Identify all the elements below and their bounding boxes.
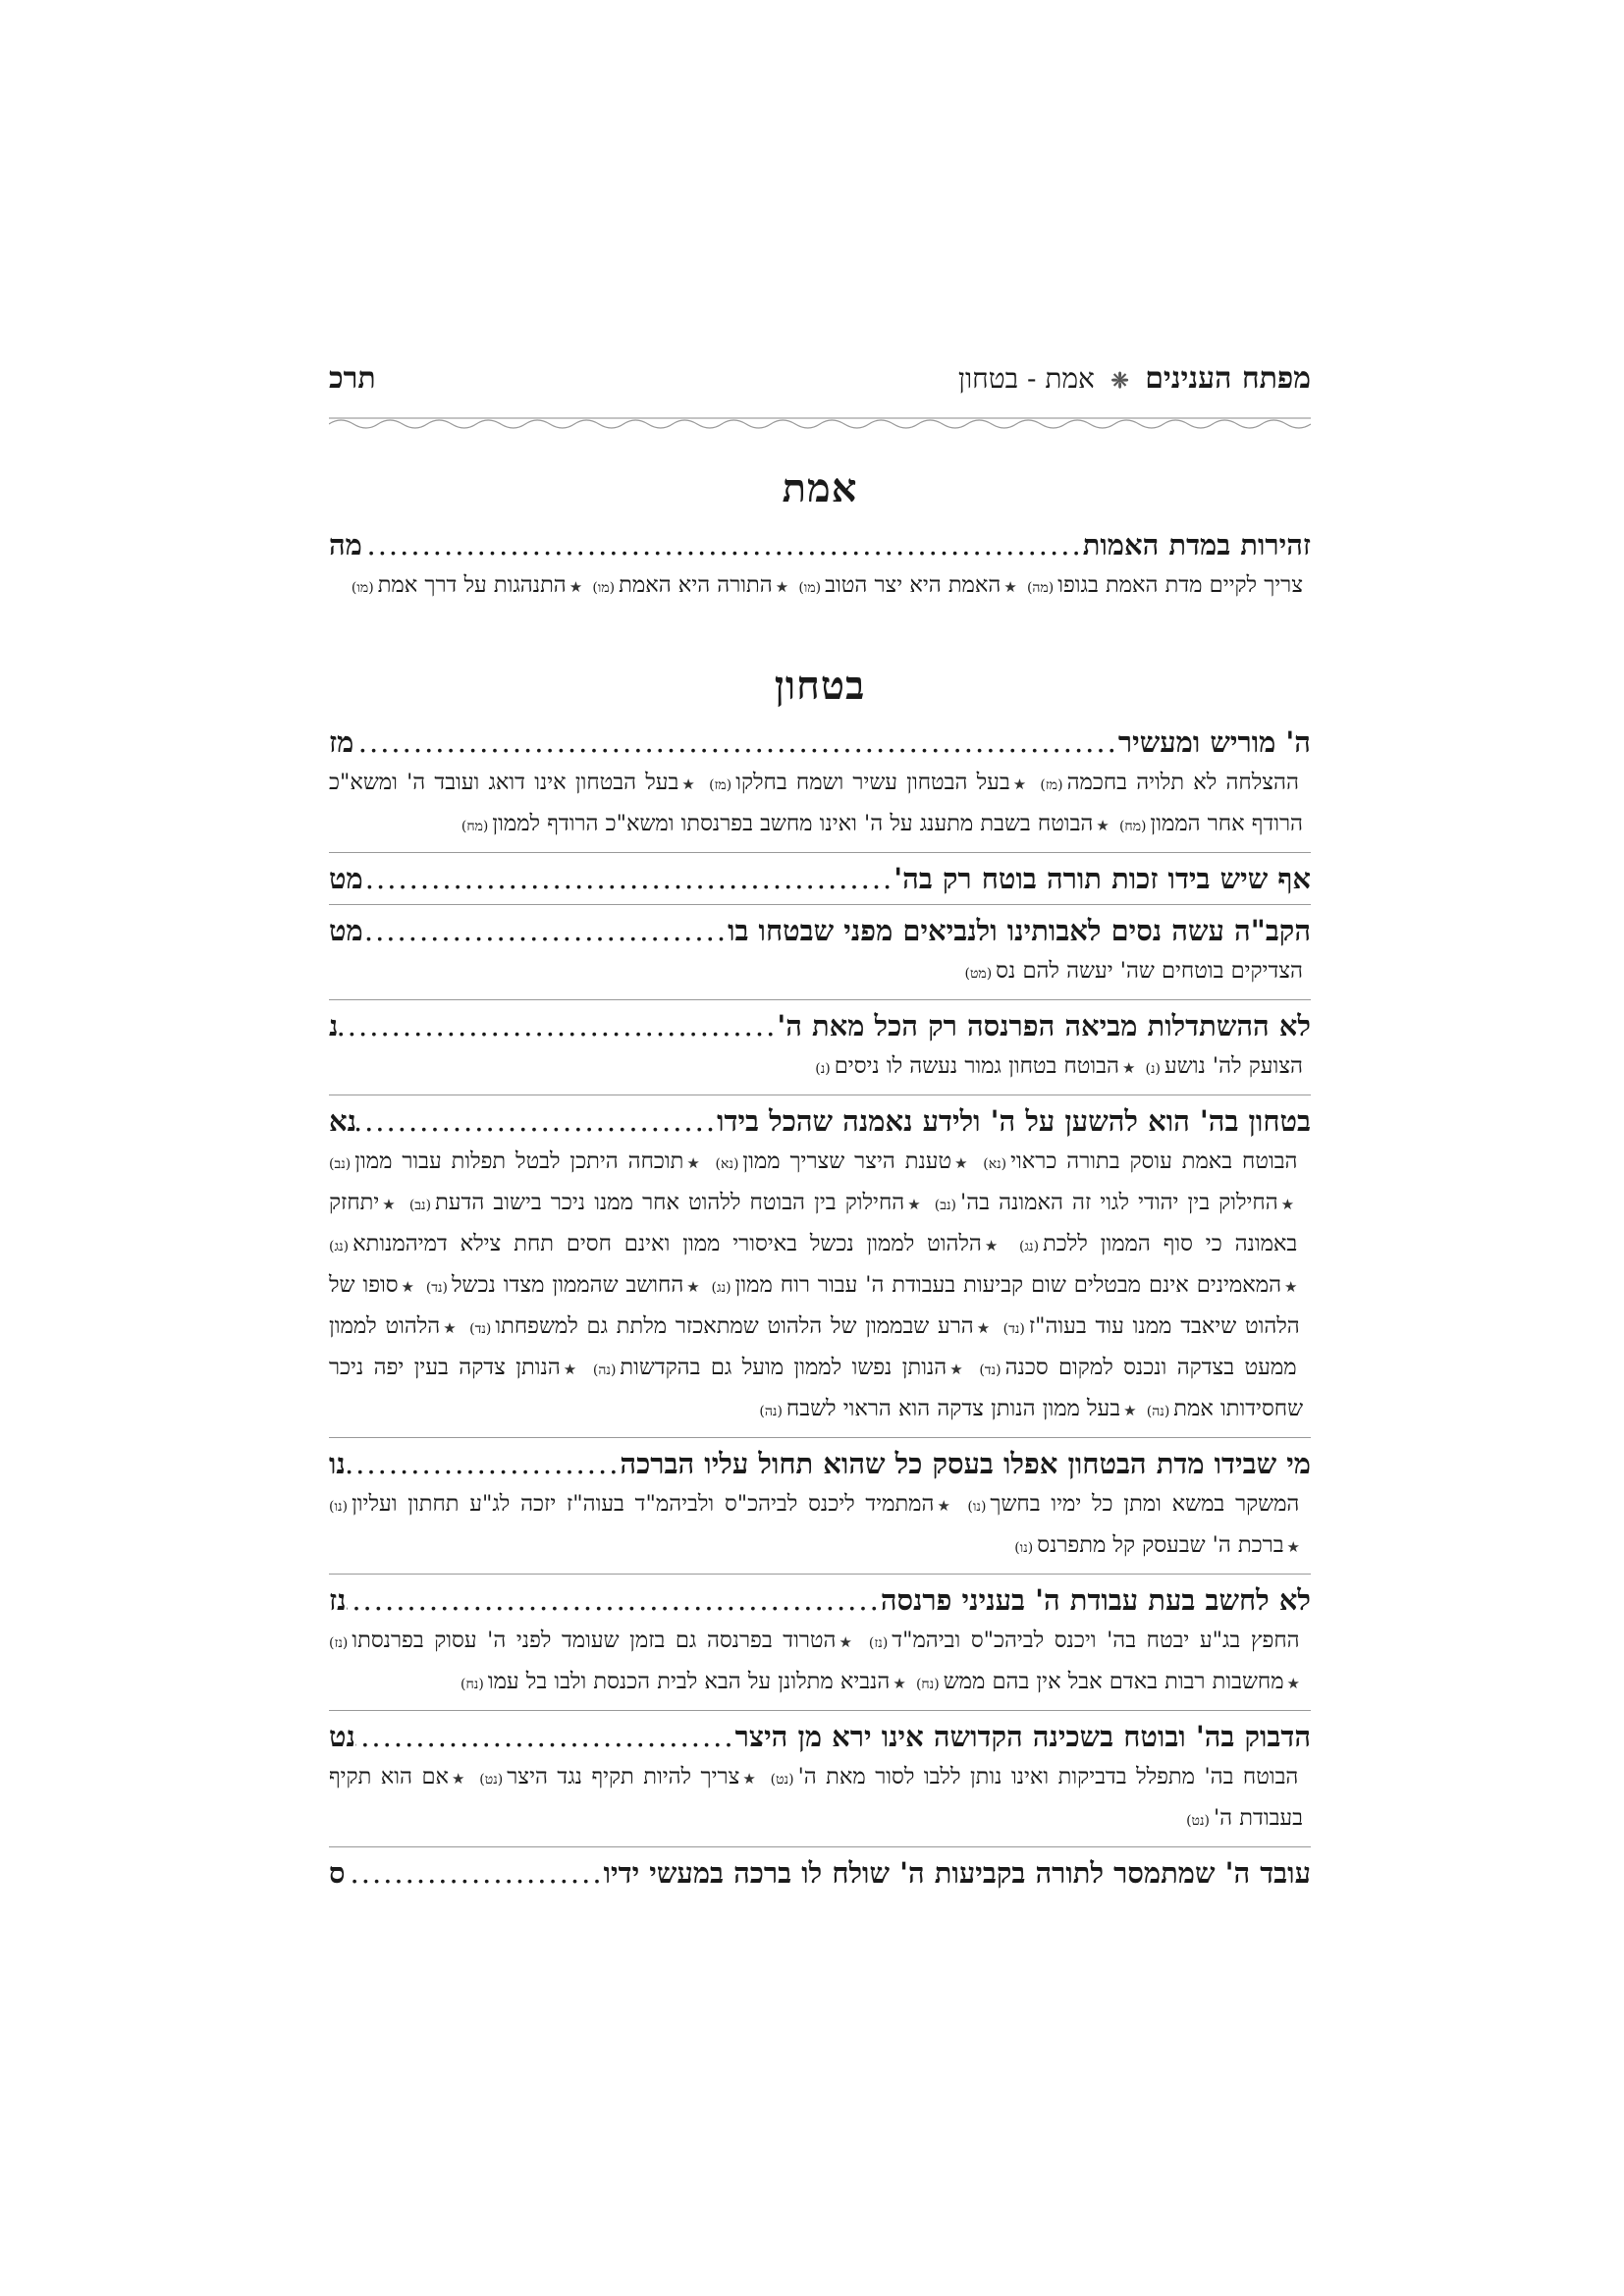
entry-page-number: נט <box>329 1720 355 1753</box>
subitem-text: צריך לקיים מדת האמת בגופו <box>1057 572 1303 598</box>
subitem-page-ref: (נט) <box>1186 1813 1210 1829</box>
subitem-text: הבוטח באמת עוסק בתורה כראוי <box>1010 1148 1298 1174</box>
star-icon: ★ <box>568 578 583 596</box>
entry-heading <box>329 1099 1311 1143</box>
subitem-text: החילוק בין הבוטח ללהוט אחר ממנו ניכר בישוב הדעת <box>435 1190 905 1215</box>
subitem-text: הנותן נפשו לממון מועל גם בהקדשות <box>620 1355 947 1380</box>
book-title: מפתח הענינים <box>1145 361 1311 396</box>
subitem-page-ref: (נז) <box>868 1635 889 1651</box>
leader-dots <box>338 1004 777 1047</box>
star-icon: ★ <box>893 1675 906 1692</box>
entry-divider <box>329 1574 1311 1575</box>
subitem-page-ref: (נג) <box>1018 1239 1040 1255</box>
subitem-page-ref: (נא) <box>983 1156 1007 1172</box>
entry-heading <box>329 1442 1311 1485</box>
entry-heading <box>329 721 1311 764</box>
entry-page-number: מה <box>329 528 362 561</box>
entry-page-number: ס <box>329 1856 346 1890</box>
star-icon: ★ <box>954 1154 971 1172</box>
entry-heading <box>329 1004 1311 1047</box>
entry-title: לא לחשב בעת עבודת ה' בעניני פרנסה <box>880 1583 1311 1617</box>
subitem-text: החפץ בג"ע יבטח בה' ויכנס לביהכ"ס וביהמ"ד <box>892 1628 1300 1653</box>
index-entry <box>329 721 1311 846</box>
subitem-page-ref: (נד) <box>979 1362 1001 1378</box>
star-icon: ★ <box>984 1237 1004 1255</box>
subitem-text: טענת היצר שצריך ממון <box>742 1148 952 1174</box>
leader-dots <box>355 1715 735 1758</box>
star-icon: ★ <box>443 1319 459 1337</box>
section-title: בטחון <box>774 663 866 709</box>
subitem-text: החושב שהממון מצדו נכשל <box>452 1272 684 1298</box>
subitem-page-ref: (נז) <box>329 1635 349 1651</box>
subitem-page-ref: (נט) <box>770 1772 794 1788</box>
leader-dots <box>346 1851 604 1895</box>
entry-subitems <box>329 566 1311 608</box>
entry-title: לא ההשתדלות מביאה הפרנסה רק הכל מאת ה' <box>777 1009 1311 1042</box>
star-icon: ★ <box>452 1770 467 1788</box>
section-range: אמת - בטחון <box>957 362 1095 395</box>
star-icon: ★ <box>686 1278 701 1296</box>
leader-dots <box>363 909 728 952</box>
entry-heading <box>329 523 1311 566</box>
entry-heading <box>329 857 1311 900</box>
entry-divider <box>329 1846 1311 1847</box>
subitem-page-ref: (נח) <box>460 1677 484 1692</box>
subitem-text: הלהוט לממון נכשל באיסורי ממון ואינם חסים תחת צילא דמיהמנותא <box>352 1231 982 1256</box>
decorative-rule-icon <box>329 412 1311 432</box>
subitem-page-ref: (מו) <box>592 580 616 596</box>
subitem-page-ref: (נד) <box>1002 1321 1025 1337</box>
star-icon: ★ <box>563 1361 580 1378</box>
star-icon: ★ <box>775 578 789 596</box>
running-head <box>329 353 1311 412</box>
subitem-text: בעל הבטחון עשיר ושמח בחלקו <box>735 770 1010 795</box>
subitem-page-ref: (נח) <box>915 1677 940 1692</box>
entry-subitems <box>329 1622 1311 1704</box>
star-icon: ★ <box>382 1196 398 1213</box>
subitem-text: המאמינים אינם מבטלים שום קביעות בעבודת ה' עבור רוח ממון <box>734 1272 1282 1298</box>
entry-page-number: נו <box>329 1447 346 1480</box>
subitem-text: התורה היא האמת <box>619 572 773 598</box>
subitem-text: אם הוא תקיף בעבודת ה' <box>329 1764 1303 1831</box>
leader-dots <box>356 1099 717 1143</box>
entry-page-number: מט <box>329 914 363 947</box>
index-entry <box>329 1578 1311 1704</box>
index-entry <box>329 523 1311 608</box>
star-icon: ★ <box>937 1497 954 1515</box>
ornament-icon: ❈ <box>1110 368 1129 394</box>
entry-page-number: נז <box>329 1583 347 1617</box>
subitem-page-ref: (נב) <box>934 1198 957 1213</box>
subitem-text: האמת היא יצר הטוב <box>825 572 1001 598</box>
leader-dots <box>362 523 1083 566</box>
entry-heading <box>329 909 1311 952</box>
index-entry <box>329 857 1311 900</box>
index-entry <box>329 1004 1311 1089</box>
subitem-page-ref: (מו) <box>351 580 374 596</box>
star-icon: ★ <box>681 775 697 793</box>
entry-heading <box>329 1715 1311 1758</box>
subitem-page-ref: (מה) <box>1026 580 1055 596</box>
subitem-text: הרע שבממון של הלהוט שמתאכזר מלתת גם למשפחתו <box>495 1313 974 1339</box>
subitem-text: הלהוט לממון ממעט בצדקה ונכנס למקום סכנה <box>329 1313 1297 1380</box>
subitem-text: יתחזק באמונה כי סוף הממון ללכת <box>329 1190 1298 1256</box>
subitem-text: בעל הבטחון אינו דואג ועובד ה' ומשא"כ הרודף אחר הממון <box>329 770 1303 836</box>
index-entry <box>329 909 1311 993</box>
decorative-rule <box>329 412 1311 432</box>
subitem-text: הצועק לה' נושע <box>1164 1053 1303 1079</box>
section-title: אמת <box>782 465 858 511</box>
entry-heading <box>329 1578 1311 1622</box>
subitem-text: הבוטח בה' מתפלל בדביקות ואינו נותן ללבו לסור מאת ה' <box>797 1764 1299 1789</box>
star-icon: ★ <box>686 1154 703 1172</box>
star-icon: ★ <box>401 1278 415 1296</box>
subitem-text: המתמיד ליכנס לביהכ"ס ולביהמ"ד בעוה"ז יזכה לג"ע תחתון ועליון <box>352 1491 935 1517</box>
star-icon: ★ <box>1280 1196 1297 1213</box>
star-icon: ★ <box>1003 578 1017 596</box>
subitem-page-ref: (מח) <box>1118 819 1147 834</box>
subitem-text: החילוק בין יהודי לגוי זה האמונה בה' <box>960 1190 1278 1215</box>
entry-divider <box>329 852 1311 853</box>
subitem-text: הבוטח בטחון גמור נעשה לו ניסים <box>834 1053 1119 1079</box>
subitem-page-ref: (נה) <box>1146 1404 1170 1419</box>
subitem-text: ברכת ה' שבעסק קל מתפרנס <box>1037 1532 1284 1558</box>
leader-dots <box>363 857 894 900</box>
entry-heading <box>329 1851 1311 1895</box>
entry-subitems <box>329 1047 1311 1089</box>
entry-title: הדבוק בה' ובוטח בשכינה הקדושה אינו ירא מן היצר <box>734 1720 1311 1753</box>
entry-title: מי שבידו מדת הבטחון אפלו בעסק כל שהוא תחול עליו הברכה <box>620 1447 1311 1480</box>
subitem-text: בעל ממון הנותן צדקה הוא הראוי לשבח <box>785 1396 1121 1421</box>
entry-divider <box>329 1437 1311 1438</box>
subitem-page-ref: (נ) <box>1145 1061 1162 1077</box>
subitem-page-ref: (נב) <box>408 1198 432 1213</box>
subitem-text: הבוטח בשבת מתענג על ה' ואינו מחשב בפרנסתו ומשא"כ הרודף לממון <box>492 811 1094 836</box>
subitem-page-ref: (מז) <box>1040 777 1063 793</box>
index-page <box>329 353 1311 1895</box>
subitem-page-ref: (נו) <box>1014 1540 1034 1556</box>
star-icon: ★ <box>1012 775 1029 793</box>
star-icon: ★ <box>1123 1402 1137 1419</box>
leader-dots <box>346 1442 621 1485</box>
subitem-page-ref: (נה) <box>592 1362 617 1378</box>
entry-title: אף שיש בידו זכות תורה בוטח רק בה' <box>893 862 1311 895</box>
subitem-page-ref: (מו) <box>798 580 822 596</box>
subitem-text: ההצלחה לא תלויה בחכמה <box>1066 770 1299 795</box>
index-sections <box>329 465 1311 1895</box>
subitem-page-ref: (נ) <box>815 1061 831 1077</box>
running-head-title <box>958 361 1311 396</box>
star-icon: ★ <box>742 1770 759 1788</box>
entry-page-number: מז <box>329 725 354 759</box>
index-entry <box>329 1715 1311 1841</box>
subitem-page-ref: (מז) <box>709 777 732 793</box>
entry-divider <box>329 999 1311 1000</box>
entry-subitems <box>329 952 1311 993</box>
leader-dots <box>353 721 1118 764</box>
entry-divider <box>329 1710 1311 1711</box>
index-entry <box>329 1851 1311 1895</box>
subitem-text: הנותן צדקה בעין יפה ניכר שחסידותו אמת <box>329 1355 1303 1421</box>
star-icon: ★ <box>976 1319 992 1337</box>
entry-title: זהירות במדת האמות <box>1082 528 1311 561</box>
subitem-page-ref: (נג) <box>711 1280 731 1296</box>
entry-title: עובד ה' שמתמסר לתורה בקביעות ה' שולח לו ברכה במעשי ידיו <box>603 1856 1311 1890</box>
star-icon: ★ <box>949 1361 966 1378</box>
page-number: תרכ <box>329 361 376 396</box>
subitem-text: סופו של הלהוט שיאבד ממנו עוד בעוה"ז <box>329 1272 1300 1339</box>
subitem-page-ref: (נא) <box>715 1156 739 1172</box>
subitem-page-ref: (נב) <box>329 1156 352 1172</box>
star-icon: ★ <box>839 1633 856 1651</box>
subitem-page-ref: (נו) <box>967 1499 987 1515</box>
star-icon: ★ <box>1096 817 1110 834</box>
star-icon: ★ <box>1286 1538 1300 1556</box>
index-entry <box>329 1099 1311 1431</box>
star-icon: ★ <box>1284 1278 1299 1296</box>
subitem-text: המשקר במשא ומתן כל ימיו בחשך <box>990 1491 1300 1517</box>
entry-subitems <box>329 1143 1311 1431</box>
entry-title: בטחון בה' הוא להשען על ה' ולידע נאמנה שהכל בידו <box>717 1104 1311 1138</box>
subitem-text: מחשבות רבות באדם אבל אין בהם ממש <box>943 1669 1284 1694</box>
entry-title: ה' מוריש ומעשיר <box>1117 725 1311 759</box>
star-icon: ★ <box>1286 1675 1300 1692</box>
subitem-page-ref: (מח) <box>460 819 489 834</box>
subitem-text: הטרוד בפרנסה גם בזמן שעומד לפני ה' עסוק בפרנסתו <box>352 1628 837 1653</box>
subitem-text: תוכחה היתכן לבטל תפלות עבור ממון <box>354 1148 684 1174</box>
subitem-text: צריך להיות תקיף נגד היצר <box>507 1764 740 1789</box>
subitem-text: התנהגות על דרך אמת <box>377 572 567 598</box>
entry-divider <box>329 904 1311 905</box>
subitem-page-ref: (נד) <box>425 1280 449 1296</box>
entry-page-number: מט <box>329 862 363 895</box>
leader-dots <box>347 1578 881 1622</box>
star-icon: ★ <box>1121 1059 1136 1077</box>
entry-title: הקב"ה עשה נסים לאבותינו ולנביאים מפני שבטחו בו <box>728 914 1311 947</box>
subitem-page-ref: (נו) <box>329 1499 349 1515</box>
subitem-page-ref: (מט) <box>964 966 993 982</box>
index-entry <box>329 1442 1311 1568</box>
subitem-page-ref: (נג) <box>329 1239 350 1255</box>
entry-page-number: נ <box>329 1009 339 1042</box>
subitem-page-ref: (נט) <box>479 1772 504 1788</box>
subitem-text: הצדיקים בוטחים שה' יעשה להם נס <box>996 958 1303 984</box>
entry-subitems <box>329 1485 1311 1568</box>
entry-subitems <box>329 764 1311 846</box>
subitem-page-ref: (נה) <box>759 1404 783 1419</box>
subitem-text: הנביא מתלונן על הבא לבית הכנסת ולבו בל עמו <box>487 1669 891 1694</box>
subitem-page-ref: (נד) <box>469 1321 492 1337</box>
entry-subitems <box>329 1758 1311 1841</box>
star-icon: ★ <box>907 1196 923 1213</box>
entry-page-number: נא <box>329 1104 357 1138</box>
